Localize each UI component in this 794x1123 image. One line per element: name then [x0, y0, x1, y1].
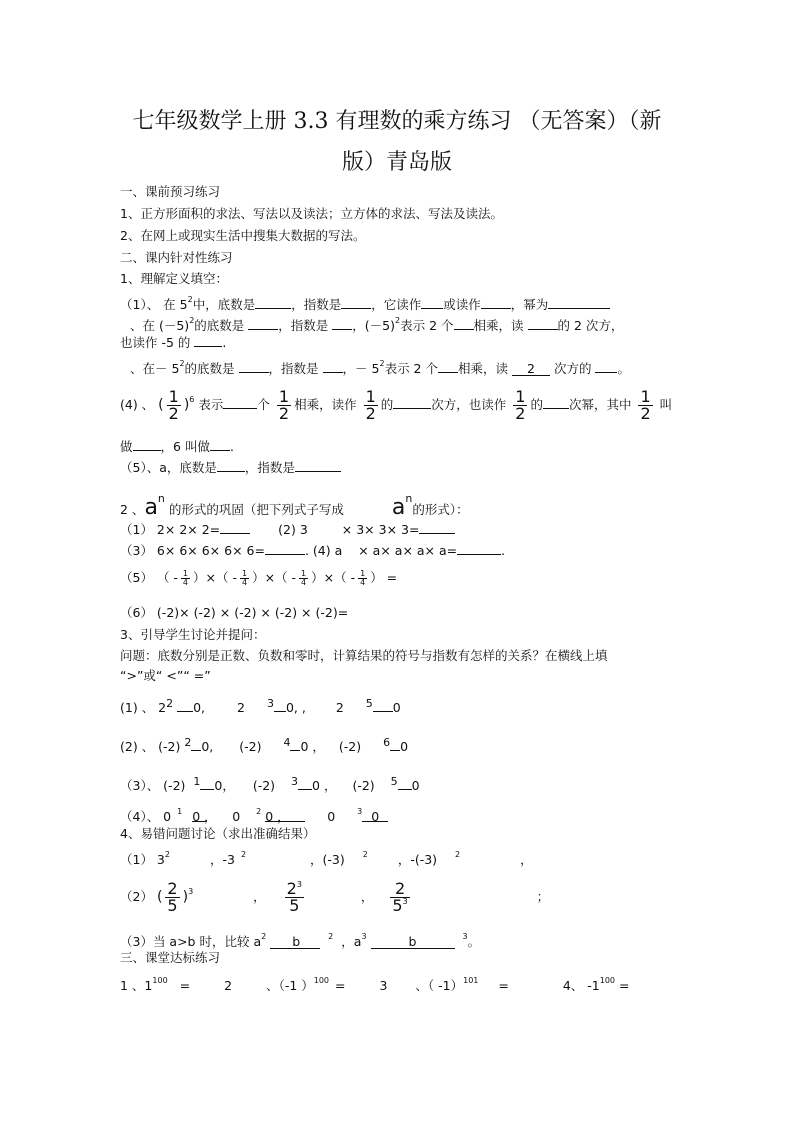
s2-q1-3: 、在－ $5^2$的底数是 ，指数是 ，－ $5^2$表示 2 个 相乘，读 2 次方的 。 [130, 359, 630, 376]
s2-q1-2: 、在 $(-5)^2$的底数是 ，指数是 ，$(-5)^2$表示 2 个 相乘，读 的 2 次方， [130, 316, 624, 333]
s2-q2-1: （1） 2× 2× 2= (2) 3 × 3× 3× 3= [120, 520, 455, 539]
s2-q4-2: （2） ( $\frac{2}{5}$ )$^3$ ， $\frac{2^3}{5}$ ， $\frac{2}{5^3}$ ； [120, 879, 550, 915]
s2-q1-1: （1）、 在 $5^2$中，底数是 ，指数是 ，它读作 或读作 ，幂为 [120, 291, 610, 314]
document-title-line2: 版）青岛版 [341, 150, 452, 175]
s1-item-1: 1、正方形面积的求法、写法以及读法；立方体的求法、写法及读法。 [120, 206, 503, 221]
s2-q1: 1、理解定义填空： [120, 271, 228, 286]
s2-q2-2: （3） 6× 6× 6× 6× 6= . (4) a × a× a× a× a= . [120, 543, 506, 558]
s2-q2: 2 、an 的形式的巩固（把下列式子写成 an的形式）： [120, 492, 469, 520]
section-2-heading: 二、课内针对性练习 [120, 250, 233, 265]
s2-q3-4: （4）、 0 $^1$ 0 ， 0 $^2$ 0 ， 0 $^3$ 0 [120, 803, 388, 826]
s2-q4-3: （3）当 a>b 时，比较 $a^2$ b $^2$ ，$a^3$ b $^3$。 [120, 932, 481, 949]
document-title: 七年级数学上册 3.3 有理数的乘方练习 （无答案）（新 [132, 109, 662, 134]
s2-q1-2b: 也读作 -5 的 . [120, 335, 227, 350]
s2-q2-4: （6） (-2)× (-2) × (-2) × (-2) × (-2)= [120, 605, 349, 620]
s2-q3: 3、引导学生讨论并提问： [120, 627, 266, 642]
s2-q4-1: （1） $3^2$ ，-3 $^2$ ，(-3) $^2$ ，-(-3) $^2$ ， [120, 850, 533, 867]
s2-q3-3: （3）、 (-2) 1 0， (-2) 3 0 ， (-2) 5 0 [120, 775, 420, 793]
s2-q3-text: 问题：底数分别是正数、负数和零时，计算结果的符号与指数有怎样的关系？在横线上填 [120, 648, 608, 663]
s2-q1-5: （5）、a，底数是 ，指数是 [120, 458, 341, 477]
section-3-heading: 三、课堂达标练习 [120, 950, 221, 965]
section-1-heading: 一、课前预习练习 [120, 184, 221, 199]
s2-q4: 4、易错问题讨论（求出准确结果） [120, 826, 316, 841]
s3-q1: 1 、$1^{100} = 2$ 、（-1 ）$^{100}$ = 3 、（ -1）$^{101}$ = 4、 $-1^{100}$ = [120, 976, 630, 993]
s2-q2-3: （5） （ - $\frac{1}{4}$ ）×（ - $\frac{1}{4}$ ）×（ - $\frac{1}{4}$ ）×（ - $\frac{1}{4}$ ） = [120, 569, 398, 587]
s2-q3-2: (2) 、 (-2) 2 0, (-2) 4 0 ， (-2) 6 0 [120, 736, 409, 754]
s2-q1-4b: 做 ，6 叫做 . [120, 439, 234, 454]
s2-q3-1: (1) 、 22 0, 2 3 0, , 2 5 0 [120, 697, 401, 715]
s2-q1-4: (4) 、 ( $\frac{1}{2}$ )$^6$ 表示 个 $\frac{1}{2}$ 相乘，读作 $\frac{1}{2}$ 的 次方，也读作 $\frac{1}{2}$ 的 次幂，其中 $\frac{1}{2}$ 叫 [120, 387, 673, 423]
s2-q3-text2: “>”或“ <”“ =” [120, 668, 211, 683]
s1-item-2: 2、在网上或现实生活中搜集大数据的写法。 [120, 228, 366, 243]
